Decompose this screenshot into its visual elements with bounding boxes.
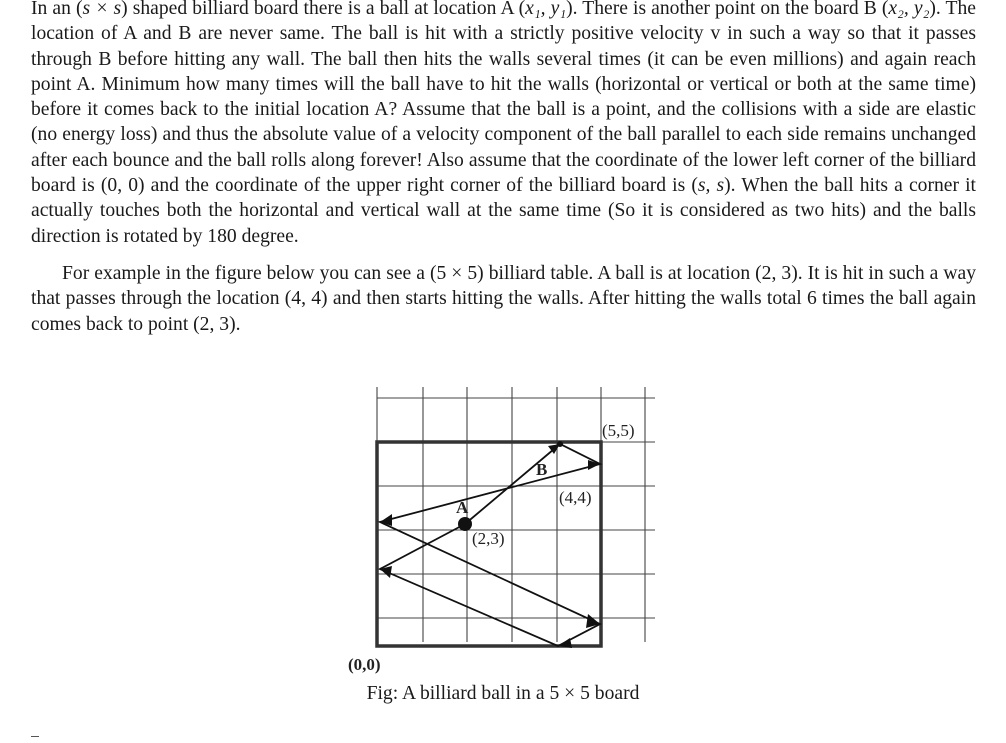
math-board-size: s × s [82, 0, 122, 19]
problem-paragraph-2: For example in the figure below you can see a (5 × 5) billiard table. A ball is at location (2, 3). It is hit in such a way that passes through the location (4, 4) and then starts hitting the walls. After hitting the walls total 6 times the ball again comes back to point (2, 3). [31, 262, 976, 335]
label-a: A [456, 498, 469, 517]
math-point-a: x₁, y₁ [525, 0, 567, 19]
point-b-marker [557, 441, 563, 447]
problem-paragraph-1 [31, 0, 976, 249]
coord-top-right: (5,5) [602, 421, 635, 440]
page-edge-mark [31, 736, 39, 741]
billiard-figure [330, 384, 670, 684]
math-corner: s, s [697, 175, 725, 197]
coord-b: (4,4) [559, 488, 592, 507]
text-segment: ). The location of A and B are never same. The ball is hit with a strictly positive velocity v in such a way so that it passes through B before hitting any wall. The ball then hits the walls several times (it can be even millions) and again reach point A. Minimum how many times will the ball have to hit the walls (horizontal or vertical or both at the same time) before it comes back to the initial location A? Assume that the ball is a point, and the collisions with a side are elastic (no energy loss) and thus the absolute value of a velocity component of the ball parallel to each side remains unchanged after each bounce and the ball rolls along forever! Also assume that the coordinate of the lower left corner of the billiard board is (0, 0) and the coordinate of the upper right corner of the billiard board is ( [31, 0, 976, 197]
coord-origin: (0,0) [348, 655, 381, 674]
label-b: B [536, 460, 548, 479]
billiard-diagram [330, 384, 670, 684]
coord-a: (2,3) [472, 529, 505, 548]
text-segment: ) shaped billiard board there is a ball at location A ( [121, 0, 526, 19]
text-segment: In an ( [31, 0, 83, 19]
problem-statement [31, 0, 976, 337]
point-a-marker [458, 517, 472, 531]
text-segment: ). There is another point on the board B ( [566, 0, 889, 19]
math-point-b: x₂, y₂ [888, 0, 930, 19]
text-segment: ). When the ball hits a corner it actually touches both the horizontal and vertical wall at the same time (So it is considered as two hits) and the balls direction is rotated by 180 degree. [31, 175, 976, 247]
figure-caption: Fig: A billiard ball in a 5 × 5 board [366, 683, 640, 704]
